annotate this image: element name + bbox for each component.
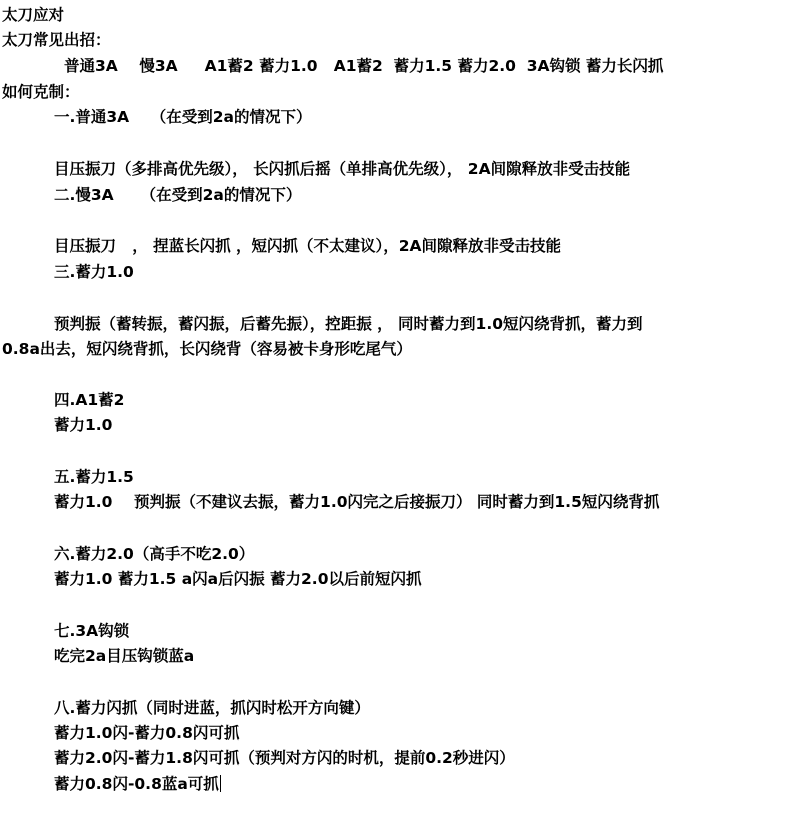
counter-heading: 如何克制：	[2, 83, 80, 101]
section-1-heading: 一.普通3A （在受到2a的情况下）	[54, 108, 312, 126]
section-4-line: 蓄力1.0	[54, 416, 113, 434]
section-7-heading: 七.3A钩锁	[54, 622, 130, 640]
section-6-heading: 六.蓄力2.0（高手不吃2.0）	[54, 545, 255, 563]
section-8-heading: 八.蓄力闪抓（同时进蓝，抓闪时松开方向键）	[54, 699, 370, 717]
section-1-line: 目压振刀（多排高优先级）， 长闪抓后摇（单排高优先级）， 2A间隙释放非受击技能	[54, 160, 631, 178]
section-5-heading: 五.蓄力1.5	[54, 468, 134, 486]
common-moves-list: 普通3A 慢3A A1蓄2 蓄力1.0 A1蓄2 蓄力1.5 蓄力2.0 3A钩锁 蓄力长闪抓	[64, 57, 664, 75]
section-3-line-1: 预判振（蓄转振，蓄闪振，后蓄先振），控距振 ， 同时蓄力到1.0短闪绕背抓，蓄力到	[54, 315, 643, 333]
section-3-line-2: 0.8a出去，短闪绕背抓，长闪绕背（容易被卡身形吃尾气）	[2, 340, 412, 358]
section-8-line-3: 蓄力0.8闪-0.8蓝a可抓	[54, 775, 219, 793]
section-2-heading: 二.慢3A （在受到2a的情况下）	[54, 186, 302, 204]
section-8-line-3-wrap[interactable]	[54, 773, 221, 795]
section-6-line: 蓄力1.0 蓄力1.5 a闪a后闪振 蓄力2.0以后前短闪抓	[54, 570, 422, 588]
section-4-heading: 四.A1蓄2	[54, 391, 125, 409]
section-7-line: 吃完2a目压钩锁蓝a	[54, 647, 195, 665]
section-5-line: 蓄力1.0 预判振（不建议去振，蓄力1.0闪完之后接振刀） 同时蓄力到1.5短闪绕背抓	[54, 493, 660, 511]
section-2-line: 目压振刀 ， 捏蓝长闪抓 ，短闪抓（不太建议），2A间隙释放非受击技能	[54, 237, 562, 255]
section-3-heading: 三.蓄力1.0	[54, 263, 134, 281]
text-cursor	[220, 775, 221, 792]
section-8-line-2: 蓄力2.0闪-蓄力1.8闪可抓（预判对方闪的时机，提前0.2秒进闪）	[54, 749, 515, 767]
document-title: 太刀应对	[2, 6, 65, 24]
common-moves-heading: 太刀常见出招：	[2, 31, 111, 49]
section-8-line-1: 蓄力1.0闪-蓄力0.8闪可抓	[54, 724, 240, 742]
